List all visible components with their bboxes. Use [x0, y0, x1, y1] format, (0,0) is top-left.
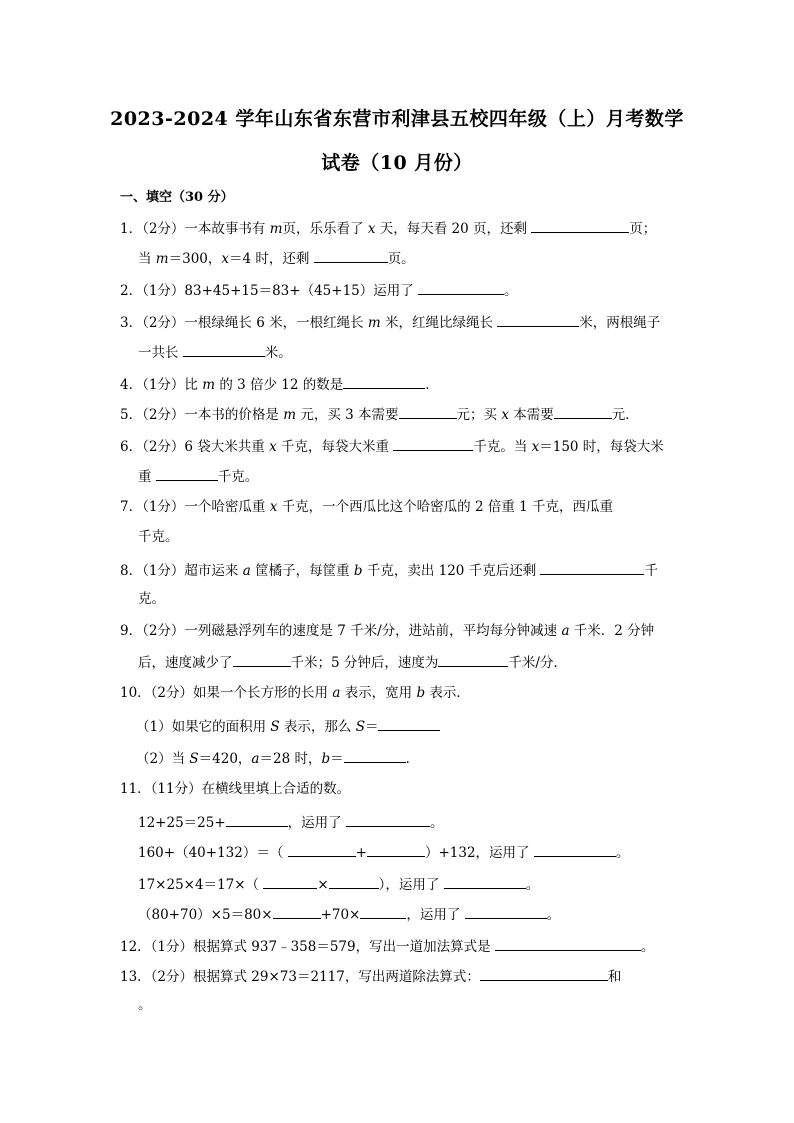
answer-blank[interactable]	[534, 842, 616, 857]
question-3-line1: 3．（2分）一根绿绳长 6 米，一根红绳长 m 米，红绳比绿绳长 米，两根绳子	[120, 312, 660, 332]
answer-blank[interactable]	[444, 874, 526, 889]
question-11-item3: 17×25×4＝17×（ × ），运用了 。	[138, 874, 539, 894]
question-10-part2: （2）当 S＝420，a＝28 时，b＝ ．	[136, 748, 419, 768]
exam-title-line1: 2023-2024 学年山东省东营市利津县五校四年级（上）月考数学	[110, 108, 684, 130]
question-3-line2: 一共长 米。	[138, 342, 292, 362]
answer-blank[interactable]	[183, 342, 265, 357]
answer-blank[interactable]	[399, 404, 457, 419]
answer-blank[interactable]	[465, 904, 547, 919]
answer-blank[interactable]	[233, 652, 291, 667]
question-7-line2: 千克。	[138, 529, 179, 545]
answer-blank[interactable]	[367, 842, 425, 857]
question-1-line2: 当 m＝300，x＝4 时，还剩 页。	[138, 248, 415, 268]
question-2: 2．（1分）83+45+15＝83+（45+15）运用了 。	[120, 280, 518, 300]
question-5: 5．（2分）一本书的价格是 m 元，买 3 本需要 元；买 x 本需要 元．	[120, 404, 639, 424]
question-6-line2: 重 千克。	[138, 466, 258, 486]
answer-blank[interactable]	[314, 248, 388, 263]
question-10: 10．（2分）如果一个长方形的长用 a 表示，宽用 b 表示．	[120, 685, 470, 701]
question-11: 11．（11分）在横线里填上合适的数。	[120, 781, 351, 797]
question-1-line1: 1．（2分）一本故事书有 m页，乐乐看了 x 天，每天看 20 页，还剩 页；	[120, 218, 656, 238]
question-11-item2: 160+（40+132）＝（ + ）+132，运用了 。	[138, 842, 629, 862]
question-11-item4: （80+70）×5＝80× +70× ，运用了 。	[138, 904, 560, 924]
answer-blank[interactable]	[346, 812, 430, 827]
answer-blank[interactable]	[418, 280, 504, 295]
question-9-line1: 9．（2分）一列磁悬浮列车的速度是 7 千米/分，进站前，平均每分钟减速 a 千米．2 分钟	[120, 623, 655, 639]
answer-blank[interactable]	[343, 374, 425, 389]
answer-blank[interactable]	[378, 716, 440, 731]
answer-blank[interactable]	[480, 966, 608, 981]
question-6-line1: 6．（2分）6 袋大米共重 x 千克，每袋大米重 千克。当 x＝150 时，每袋大米	[120, 436, 664, 456]
answer-blank[interactable]	[226, 812, 288, 827]
question-4: 4．（1分）比 m 的 3 倍少 12 的数是 ．	[120, 374, 439, 394]
answer-blank[interactable]	[554, 404, 612, 419]
answer-blank[interactable]	[495, 936, 641, 951]
question-11-item1: 12+25＝25+ ，运用了 。	[138, 812, 443, 832]
question-8-line1: 8．（1分）超市运来 a 筐橘子，每筐重 b 千克，卖出 120 千克后还剩 千	[120, 560, 658, 580]
question-13-line1: 13．（2分）根据算式 29×73＝2117，写出两道除法算式： 和	[120, 966, 621, 986]
question-8-line2: 克。	[138, 591, 165, 607]
answer-blank[interactable]	[438, 652, 508, 667]
answer-blank[interactable]	[393, 436, 473, 451]
answer-blank[interactable]	[288, 842, 356, 857]
answer-blank[interactable]	[344, 748, 406, 763]
section-heading: 一、填空（30 分）	[120, 190, 234, 205]
answer-blank[interactable]	[360, 904, 406, 919]
answer-blank[interactable]	[156, 466, 218, 481]
answer-blank[interactable]	[263, 874, 317, 889]
question-10-part1: （1）如果它的面积用 S 表示，那么 S＝	[136, 716, 440, 736]
answer-blank[interactable]	[540, 560, 644, 575]
question-12: 12．（1分）根据算式 937﹣358＝579，写出一道加法算式是 。	[120, 936, 654, 956]
answer-blank[interactable]	[531, 218, 629, 233]
exam-title-line2: 试卷（10 月份）	[321, 152, 473, 174]
question-13-line2: 。	[138, 997, 152, 1013]
answer-blank[interactable]	[497, 312, 579, 327]
answer-blank[interactable]	[273, 904, 321, 919]
question-7-line1: 7．（1分）一个哈密瓜重 x 千克，一个西瓜比这个哈密瓜的 2 倍重 1 千克，西瓜重	[120, 499, 613, 515]
question-9-line2: 后，速度减少了 千米；5 分钟后，速度为 千米/分．	[138, 652, 567, 672]
answer-blank[interactable]	[329, 874, 379, 889]
